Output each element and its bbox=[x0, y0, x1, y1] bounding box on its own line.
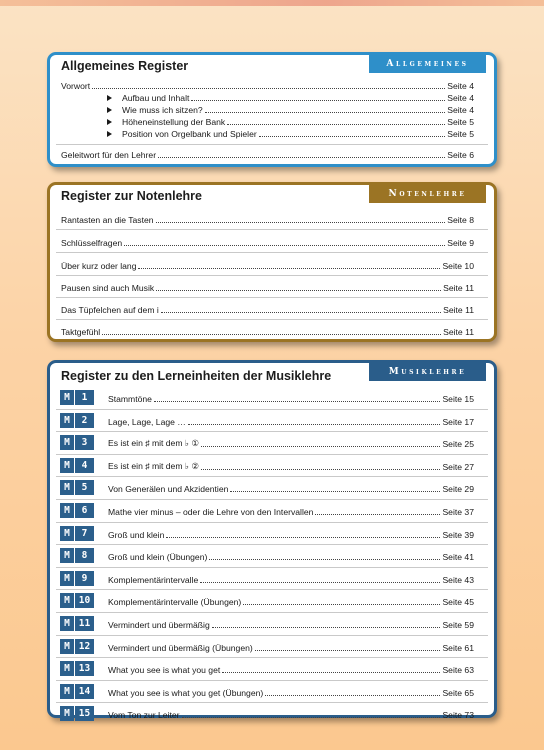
toc-row[interactable] bbox=[61, 303, 474, 315]
toc-row[interactable] bbox=[61, 259, 474, 271]
toc-row[interactable] bbox=[108, 595, 474, 607]
badge-number: 8 bbox=[75, 548, 94, 563]
allgemeines-register-panel bbox=[47, 52, 497, 167]
badge-number: 1 bbox=[75, 390, 94, 405]
toc-entry: What you see is what you get (Übungen) bbox=[108, 687, 264, 698]
page-ref: Seite 37 bbox=[442, 507, 474, 517]
page-ref: Seite 63 bbox=[442, 665, 474, 676]
leader-dots bbox=[200, 582, 440, 583]
badge-number: 4 bbox=[75, 458, 94, 473]
row-divider bbox=[56, 657, 488, 658]
row-divider bbox=[56, 454, 488, 455]
panel-header bbox=[50, 55, 494, 79]
page-ref: Seite 10 bbox=[442, 261, 474, 271]
page-ref: Seite 8 bbox=[447, 215, 474, 225]
badge-letter: M bbox=[60, 435, 74, 450]
toc-entry: Es ist ein ♯ mit dem ♭ ① bbox=[108, 438, 200, 449]
row-divider bbox=[56, 522, 488, 523]
toc-row[interactable] bbox=[108, 686, 474, 698]
leader-dots bbox=[166, 537, 440, 538]
lesson-badge bbox=[60, 661, 94, 676]
toc-entry: Vorwort bbox=[61, 81, 91, 91]
toc-row[interactable] bbox=[107, 91, 474, 103]
page-ref: Seite 45 bbox=[442, 597, 474, 608]
leader-dots bbox=[205, 112, 446, 113]
leader-dots bbox=[182, 717, 441, 718]
badge-letter: M bbox=[60, 503, 74, 518]
leader-dots bbox=[201, 446, 440, 447]
page-ref: Seite 6 bbox=[447, 150, 474, 160]
badge-number: 14 bbox=[75, 684, 94, 699]
row-divider bbox=[56, 275, 488, 276]
leader-dots bbox=[222, 672, 440, 673]
row-divider bbox=[56, 144, 488, 145]
toc-row[interactable] bbox=[108, 641, 474, 653]
page-ref: Seite 73 bbox=[442, 710, 474, 721]
toc-row[interactable] bbox=[108, 528, 474, 540]
lesson-badge bbox=[60, 480, 94, 495]
row-divider bbox=[56, 680, 488, 681]
page-ref: Seite 4 bbox=[447, 93, 474, 103]
lesson-badge bbox=[60, 390, 94, 405]
toc-entry: Position von Orgelbank und Spieler bbox=[122, 129, 257, 139]
toc-entry: Mathe vier minus – oder die Lehre von den Intervallen bbox=[108, 507, 314, 517]
badge-number: 10 bbox=[75, 593, 94, 608]
toc-entry: Geleitwort für den Lehrer bbox=[61, 150, 157, 160]
toc-entry: Das Tüpfelchen auf dem i bbox=[61, 305, 159, 315]
toc-entry: Taktgefühl bbox=[61, 327, 101, 337]
toc-entry: Vermindert und übermäßig bbox=[108, 620, 210, 630]
badge-letter: M bbox=[60, 706, 74, 721]
row-divider bbox=[56, 476, 488, 477]
leader-dots bbox=[201, 469, 440, 470]
row-divider bbox=[56, 252, 488, 253]
toc-entry: Über kurz oder lang bbox=[61, 261, 137, 271]
lesson-badge bbox=[60, 684, 94, 699]
lesson-badge bbox=[60, 593, 94, 608]
page-ref: Seite 11 bbox=[443, 327, 474, 337]
toc-entry: Schlüsselfragen bbox=[61, 238, 123, 248]
toc-entry: Vermindert und übermäßig (Übungen) bbox=[108, 642, 253, 653]
lesson-badge bbox=[60, 548, 94, 563]
toc-row[interactable] bbox=[61, 148, 474, 160]
leader-dots bbox=[265, 695, 440, 696]
section-tag: Musiklehre bbox=[369, 363, 486, 381]
toc-entry: Wie muss ich sitzen? bbox=[122, 105, 203, 115]
leader-dots bbox=[158, 157, 445, 158]
badge-letter: M bbox=[60, 639, 74, 654]
toc-entry: Es ist ein ♯ mit dem ♭ ② bbox=[108, 460, 200, 471]
badge-letter: M bbox=[60, 413, 74, 428]
toc-row[interactable] bbox=[108, 392, 474, 404]
badge-number: 13 bbox=[75, 661, 94, 676]
page-ref: Seite 5 bbox=[447, 117, 474, 127]
notenlehre-register-panel bbox=[47, 182, 497, 342]
arrow-bullet-icon bbox=[107, 95, 112, 101]
page-ref: Seite 61 bbox=[442, 642, 474, 653]
panel-header bbox=[50, 185, 494, 209]
toc-row[interactable] bbox=[108, 437, 474, 449]
row-divider bbox=[56, 319, 488, 320]
toc-row[interactable] bbox=[61, 236, 474, 248]
toc-entry: Von Generälen und Akzidentien bbox=[108, 484, 229, 495]
row-divider bbox=[56, 409, 488, 410]
toc-entry: Pausen sind auch Musik bbox=[61, 283, 155, 293]
top-decorative-line bbox=[0, 0, 544, 6]
badge-number: 2 bbox=[75, 413, 94, 428]
badge-letter: M bbox=[60, 571, 74, 586]
panel-header bbox=[50, 363, 494, 387]
page-ref: Seite 4 bbox=[447, 105, 474, 115]
arrow-bullet-icon bbox=[107, 131, 112, 137]
page-ref: Seite 9 bbox=[447, 238, 474, 248]
lesson-badge bbox=[60, 503, 94, 518]
toc-entry: Komplementärintervalle bbox=[108, 574, 199, 585]
toc-row[interactable] bbox=[107, 115, 474, 127]
section-tag: Allgemeines bbox=[369, 55, 486, 73]
lesson-badge bbox=[60, 458, 94, 473]
leader-dots bbox=[156, 290, 441, 291]
badge-letter: M bbox=[60, 526, 74, 541]
toc-row[interactable] bbox=[108, 505, 474, 517]
badge-letter: M bbox=[60, 480, 74, 495]
toc-row[interactable] bbox=[61, 79, 474, 91]
page-ref: Seite 43 bbox=[442, 574, 474, 585]
leader-dots bbox=[92, 88, 445, 89]
page-ref: Seite 15 bbox=[442, 394, 474, 404]
badge-letter: M bbox=[60, 593, 74, 608]
badge-letter: M bbox=[60, 684, 74, 699]
leader-dots bbox=[209, 559, 440, 560]
page-ref: Seite 11 bbox=[443, 305, 474, 315]
toc-entry: Aufbau und Inhalt bbox=[122, 93, 190, 103]
page-ref: Seite 29 bbox=[442, 484, 474, 495]
panel-title: Register zur Notenlehre bbox=[61, 189, 203, 203]
row-divider bbox=[56, 229, 488, 230]
toc-entry: Stammtöne bbox=[108, 394, 152, 404]
leader-dots bbox=[161, 312, 441, 313]
leader-dots bbox=[156, 222, 446, 223]
toc-entry: Rantasten an die Tasten bbox=[61, 215, 154, 225]
toc-row[interactable] bbox=[108, 415, 474, 427]
toc-row[interactable] bbox=[61, 213, 474, 225]
toc-row[interactable] bbox=[107, 127, 474, 139]
toc-row[interactable] bbox=[61, 281, 474, 293]
lesson-badge bbox=[60, 413, 94, 428]
panel-title: Register zu den Lerneinheiten der Musiklehre bbox=[61, 369, 332, 383]
leader-dots bbox=[212, 627, 441, 628]
row-divider bbox=[56, 612, 488, 613]
lesson-badge bbox=[60, 639, 94, 654]
toc-row[interactable] bbox=[108, 482, 474, 494]
leader-dots bbox=[230, 491, 440, 492]
toc-row[interactable] bbox=[108, 550, 474, 562]
toc-entry: Vom Ton zur Leiter bbox=[108, 710, 180, 721]
badge-number: 11 bbox=[75, 616, 94, 631]
toc-entry: Lage, Lage, Lage … bbox=[108, 416, 186, 427]
page-ref: Seite 59 bbox=[442, 620, 474, 630]
toc-row[interactable] bbox=[107, 103, 474, 115]
section-tag: Notenlehre bbox=[369, 185, 486, 203]
leader-dots bbox=[154, 401, 441, 402]
page-ref: Seite 27 bbox=[442, 461, 474, 472]
lesson-badge bbox=[60, 526, 94, 541]
row-divider bbox=[56, 635, 488, 636]
toc-row[interactable] bbox=[108, 663, 474, 675]
page-ref: Seite 41 bbox=[442, 552, 474, 563]
row-divider bbox=[56, 499, 488, 500]
badge-letter: M bbox=[60, 458, 74, 473]
row-divider bbox=[56, 702, 488, 703]
badge-number: 9 bbox=[75, 571, 94, 586]
page-ref: Seite 5 bbox=[447, 129, 474, 139]
toc-row[interactable] bbox=[108, 708, 474, 720]
leader-dots bbox=[191, 100, 445, 101]
panel-title: Allgemeines Register bbox=[61, 59, 189, 73]
row-divider bbox=[56, 544, 488, 545]
page-ref: Seite 11 bbox=[443, 283, 474, 293]
badge-letter: M bbox=[60, 661, 74, 676]
badge-letter: M bbox=[60, 616, 74, 631]
leader-dots bbox=[255, 650, 441, 651]
toc-entry: Groß und klein bbox=[108, 529, 165, 540]
leader-dots bbox=[138, 268, 440, 269]
toc-entry: Höheneinstellung der Bank bbox=[122, 117, 226, 127]
page-ref: Seite 39 bbox=[442, 529, 474, 540]
toc-entry: Komplementärintervalle (Übungen) bbox=[108, 597, 242, 608]
leader-dots bbox=[315, 514, 440, 515]
leader-dots bbox=[124, 245, 445, 246]
badge-number: 6 bbox=[75, 503, 94, 518]
badge-letter: M bbox=[60, 548, 74, 563]
page-ref: Seite 4 bbox=[447, 81, 474, 91]
toc-row[interactable] bbox=[61, 325, 474, 337]
leader-dots bbox=[188, 424, 441, 425]
toc-row[interactable] bbox=[108, 573, 474, 585]
lesson-badge bbox=[60, 571, 94, 586]
row-divider bbox=[56, 431, 488, 432]
badge-number: 15 bbox=[75, 706, 94, 721]
leader-dots bbox=[243, 604, 440, 605]
badge-number: 7 bbox=[75, 526, 94, 541]
toc-row[interactable] bbox=[108, 618, 474, 630]
toc-entry: Groß und klein (Übungen) bbox=[108, 552, 208, 563]
lesson-badge bbox=[60, 616, 94, 631]
arrow-bullet-icon bbox=[107, 107, 112, 113]
toc-entry: What you see is what you get bbox=[108, 665, 221, 676]
page-ref: Seite 25 bbox=[442, 439, 474, 450]
leader-dots bbox=[102, 334, 441, 335]
arrow-bullet-icon bbox=[107, 119, 112, 125]
row-divider bbox=[56, 297, 488, 298]
badge-letter: M bbox=[60, 390, 74, 405]
row-divider bbox=[56, 567, 488, 568]
musiklehre-register-panel bbox=[47, 360, 497, 721]
lesson-badge bbox=[60, 435, 94, 450]
leader-dots bbox=[227, 124, 445, 125]
row-divider bbox=[56, 589, 488, 590]
badge-number: 3 bbox=[75, 435, 94, 450]
toc-row[interactable] bbox=[108, 460, 474, 472]
page-ref: Seite 65 bbox=[442, 687, 474, 698]
leader-dots bbox=[259, 136, 446, 137]
badge-number: 12 bbox=[75, 639, 94, 654]
page-ref: Seite 17 bbox=[442, 416, 474, 427]
badge-number: 5 bbox=[75, 480, 94, 495]
lesson-badge bbox=[60, 706, 94, 721]
